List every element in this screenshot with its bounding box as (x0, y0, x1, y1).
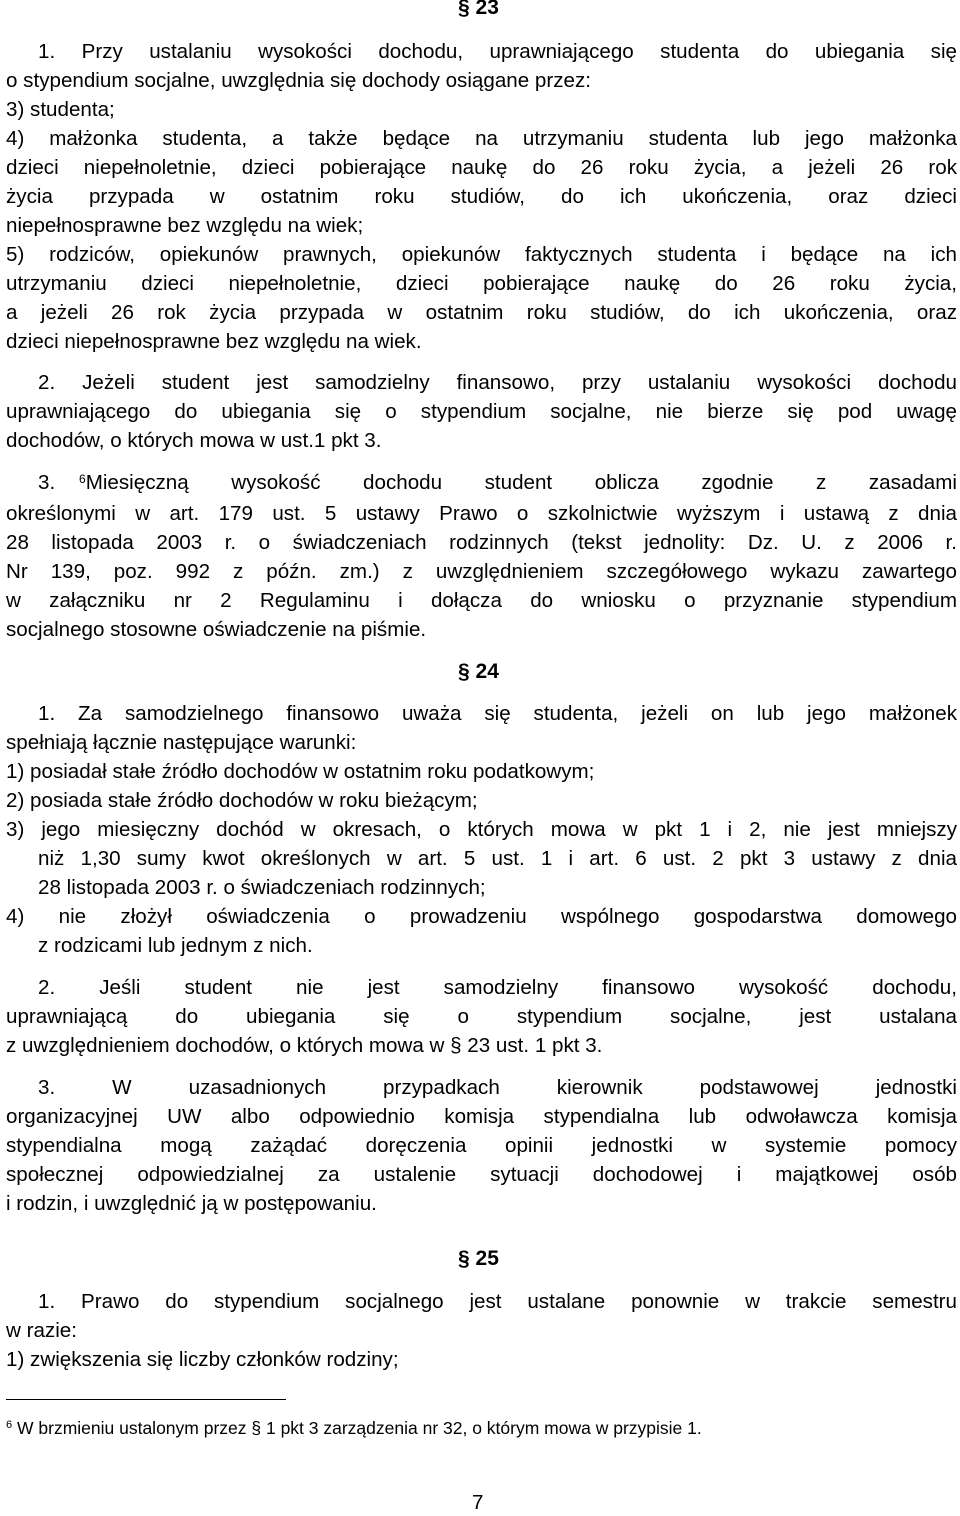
paragraph-line: 2. Jeśli student nie jest samodzielny finansowo wysokość dochodu, (38, 976, 957, 999)
list-item: 4) małżonka studenta, a także będące na utrzymaniu studenta lub jego małżonka (6, 127, 957, 150)
paragraph-line (79, 470, 957, 496)
paragraph-line: z uwzględnieniem dochodów, o których mowa w § 23 ust. 1 pkt 3. (6, 1034, 603, 1057)
paragraph-line: spełniają łącznie następujące warunki: (6, 731, 357, 754)
paragraph-line: 1. Prawo do stypendium socjalnego jest ustalane ponownie w trakcie semestru (38, 1290, 957, 1313)
section-heading-23: § 23 (458, 0, 499, 19)
section-heading-24: § 24 (458, 660, 499, 683)
paragraph-line: 28 listopada 2003 r. o świadczeniach rodzinnych (tekst jednolity: Dz. U. z 2006 r. (6, 531, 957, 554)
paragraph-line: 2. Jeżeli student jest samodzielny finansowo, przy ustalaniu wysokości dochodu (38, 371, 957, 394)
footnote (6, 1416, 702, 1440)
paragraph-text: Miesięczną wysokość dochodu student oblicza zgodnie z zasadami (85, 471, 957, 494)
paragraph-line: i rodzin, i uwzględnić ją w postępowaniu. (6, 1192, 377, 1215)
list-item: 3) studenta; (6, 98, 115, 121)
paragraph-number-text: 3. (38, 471, 56, 494)
paragraph-line: stypendialna mogą zażądać doręczenia opinii jednostki w systemie pomocy (6, 1134, 957, 1157)
paragraph-line: niż 1,30 sumy kwot określonych w art. 5 ust. 1 i art. 6 ust. 2 pkt 3 ustawy z dnia (38, 847, 957, 870)
footnote-marker: 6 (6, 1419, 13, 1431)
paragraph-line: społecznej odpowiedzialnej za ustalenie sytuacji dochodowej i majątkowej osób (6, 1163, 957, 1186)
paragraph-line: o stypendium socjalne, uwzględnia się dochody osiągane przez: (6, 69, 591, 92)
paragraph-line: w załączniku nr 2 Regulaminu i dołącza do wniosku o przyznanie stypendium (6, 589, 957, 612)
paragraph-line: dzieci niepełnoletnie, dzieci pobierające naukę do 26 roku życia, a jeżeli 26 rok (6, 156, 957, 179)
paragraph-line: niepełnosprawne bez względu na wiek; (6, 214, 364, 237)
paragraph-line: organizacyjnej UW albo odpowiednio komisja stypendialna lub odwoławcza komisja (6, 1105, 957, 1128)
paragraph-line: Nr 139, poz. 992 z późn. zm.) z uwzględnieniem szczegółowego wykazu zawartego (6, 560, 957, 583)
paragraph-line: dzieci niepełnosprawne bez względu na wiek. (6, 330, 422, 353)
paragraph-line: w razie: (6, 1319, 77, 1342)
list-item: 1) posiadał stałe źródło dochodów w ostatnim roku podatkowym; (6, 760, 595, 783)
paragraph-line: 28 listopada 2003 r. o świadczeniach rodzinnych; (38, 876, 486, 899)
paragraph-line: życia przypada w ostatnim roku studiów, do ich ukończenia, oraz dzieci (6, 185, 957, 208)
footnote-marker: 6 (79, 472, 86, 486)
paragraph-line: uprawniającą do ubiegania się o stypendium socjalne, jest ustalana (6, 1005, 957, 1028)
paragraph-line: a jeżeli 26 rok życia przypada w ostatnim roku studiów, do ich ukończenia, oraz (6, 301, 957, 324)
paragraph-line: dochodów, o których mowa w ust.1 pkt 3. (6, 429, 382, 452)
paragraph-line: z rodzicami lub jednym z nich. (38, 934, 313, 957)
footnote-text: W brzmieniu ustalonym przez § 1 pkt 3 zarządzenia nr 32, o którym mowa w przypisie 1. (17, 1418, 702, 1438)
list-item: 3) jego miesięczny dochód w okresach, o których mowa w pkt 1 i 2, nie jest mniejszy (6, 818, 957, 841)
paragraph-line: 1. Przy ustalaniu wysokości dochodu, uprawniającego studenta do ubiegania się (38, 40, 957, 63)
section-heading-25: § 25 (458, 1247, 499, 1270)
paragraph-line: uprawniającego do ubiegania się o stypendium socjalne, nie bierze się pod uwagę (6, 400, 957, 423)
list-item: 5) rodziców, opiekunów prawnych, opiekunów faktycznych studenta i będące na ich (6, 243, 957, 266)
paragraph-line: 1. Za samodzielnego finansowo uważa się studenta, jeżeli on lub jego małżonek (38, 702, 957, 725)
list-item: 2) posiada stałe źródło dochodów w roku bieżącym; (6, 789, 478, 812)
paragraph-line: socjalnego stosowne oświadczenie na piśmie. (6, 618, 427, 641)
paragraph-line: 3. W uzasadnionych przypadkach kierownik podstawowej jednostki (38, 1076, 957, 1099)
paragraph-line: utrzymaniu dzieci niepełnoletnie, dzieci pobierające naukę do 26 roku życia, (6, 272, 957, 295)
list-item: 4) nie złożył oświadczenia o prowadzeniu wspólnego gospodarstwa domowego (6, 905, 957, 928)
paragraph-line: określonymi w art. 179 ust. 5 ustawy Prawo o szkolnictwie wyższym i ustawą z dnia (6, 502, 957, 525)
list-item: 1) zwiększenia się liczby członków rodziny; (6, 1348, 399, 1371)
footnote-divider (6, 1399, 286, 1400)
page-number: 7 (472, 1491, 484, 1514)
